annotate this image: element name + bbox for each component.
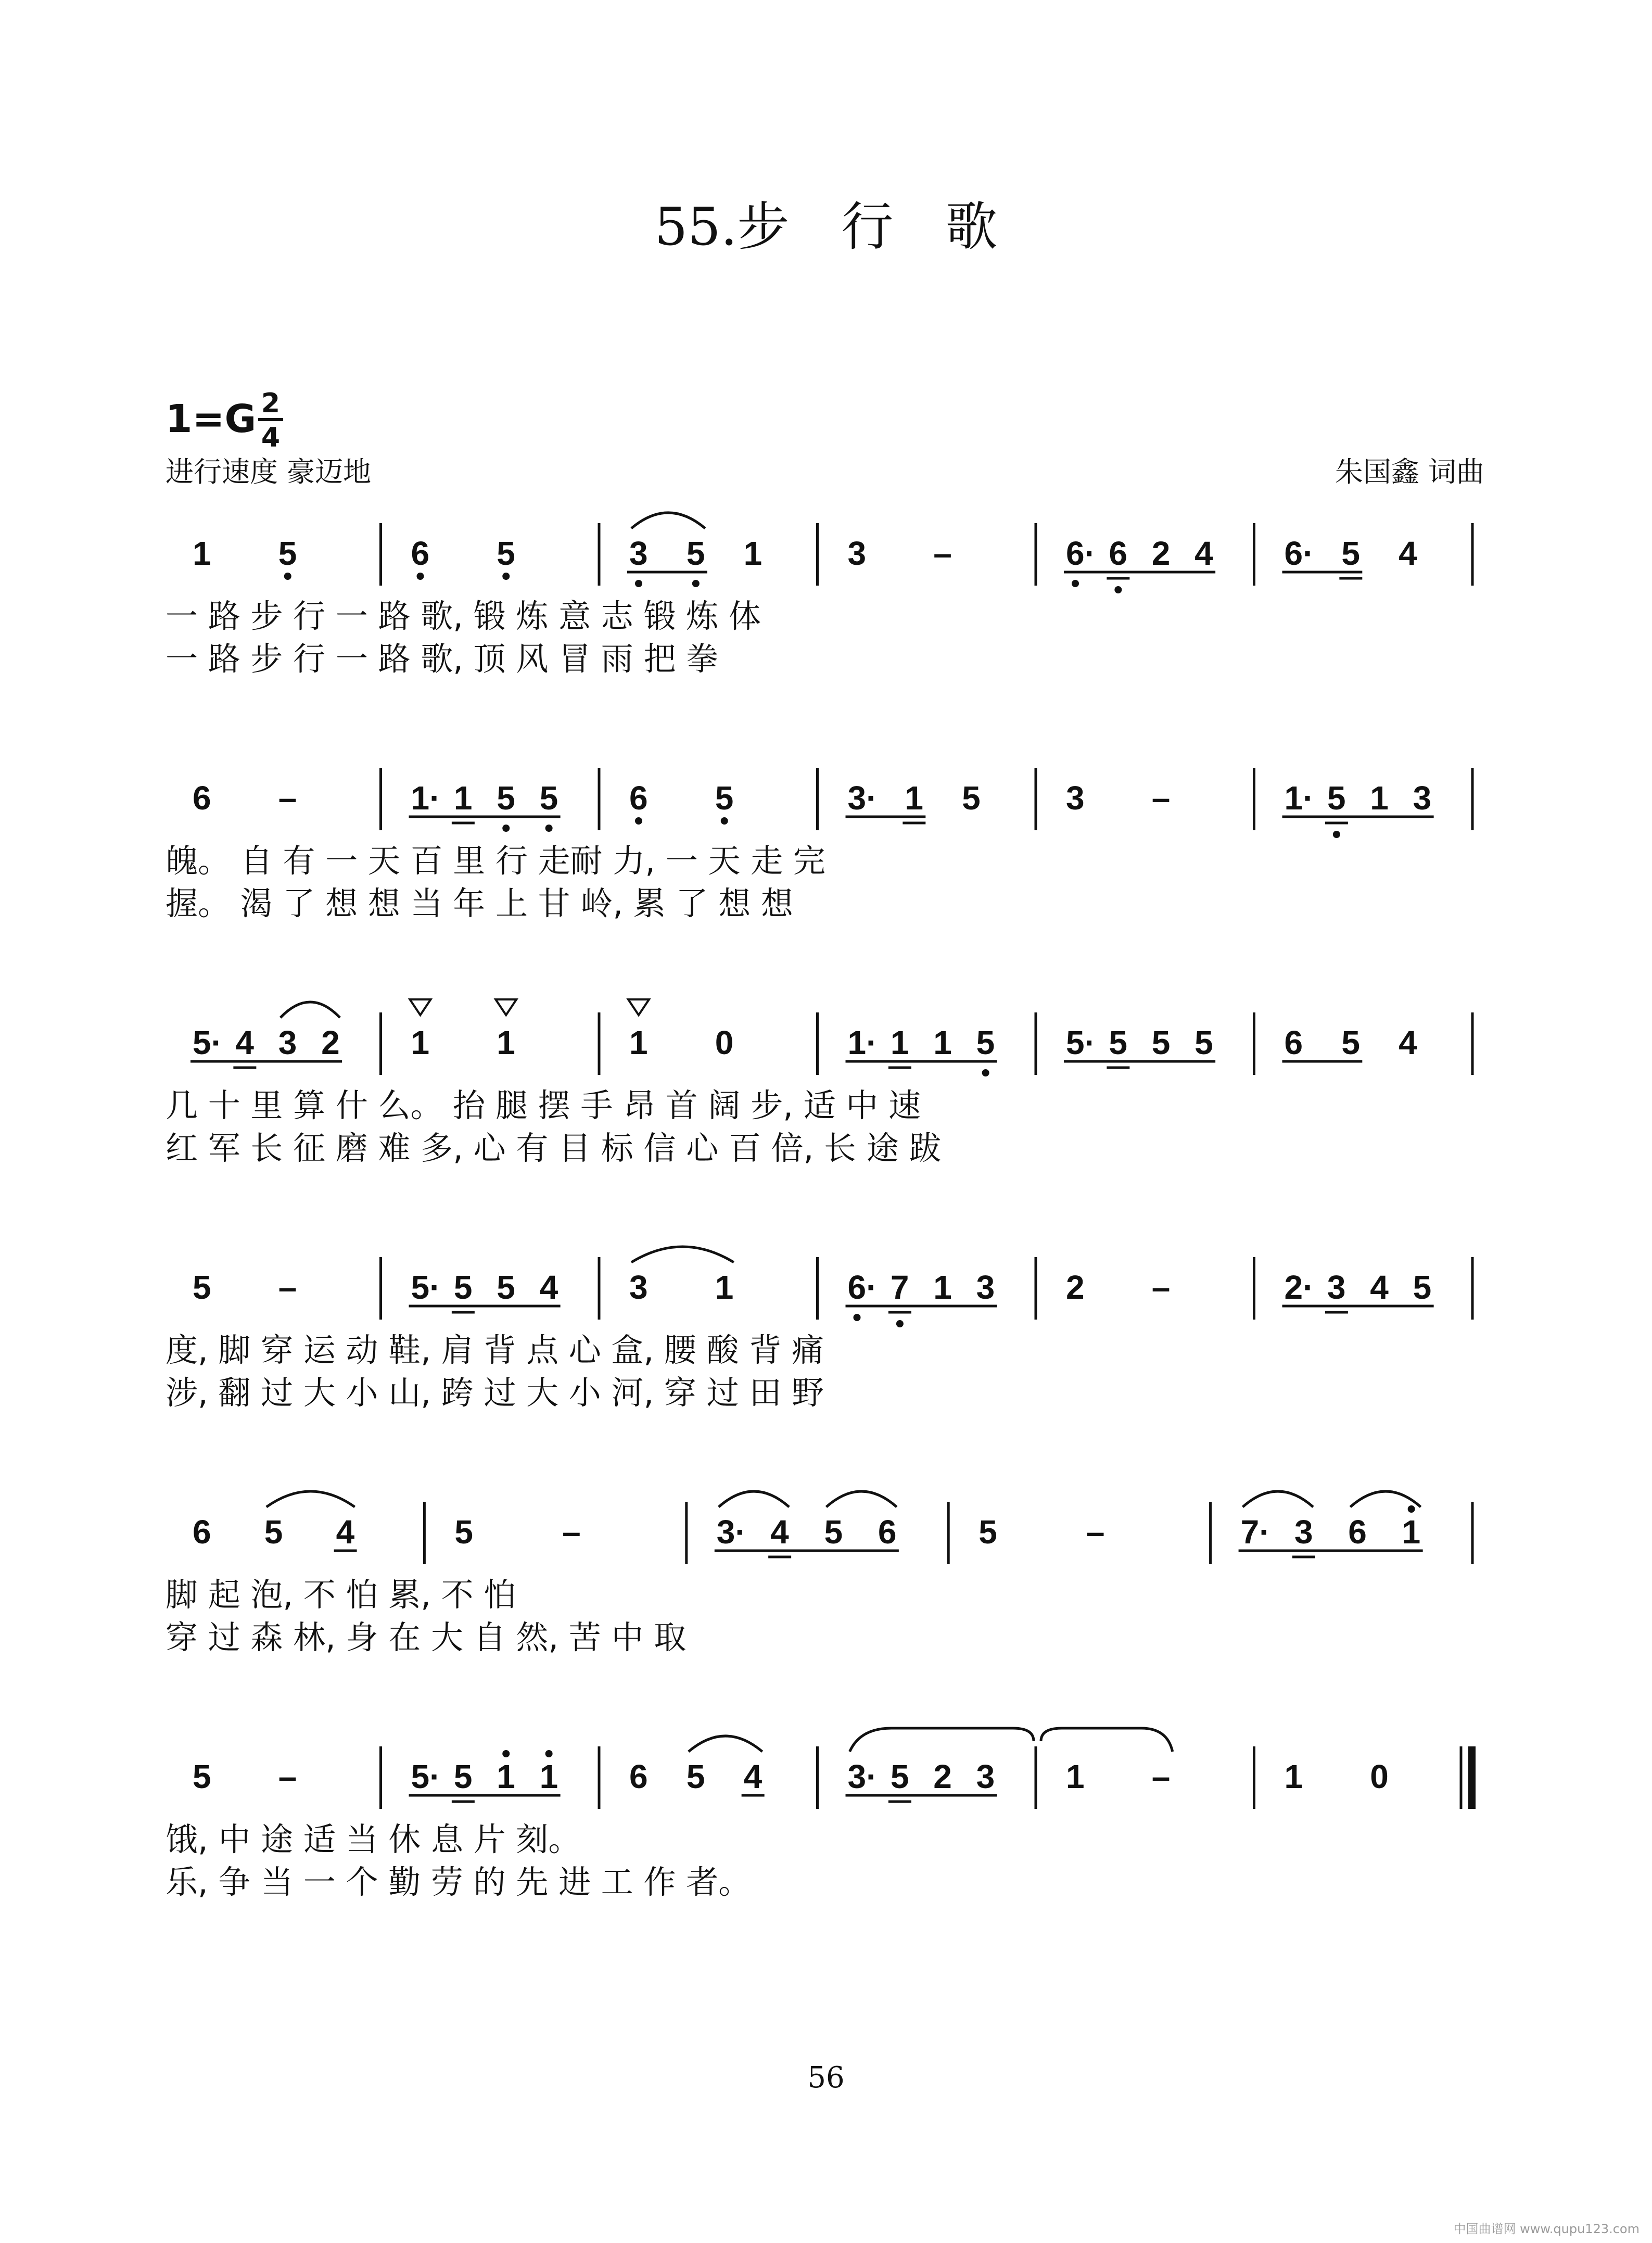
note: 6	[878, 1513, 897, 1551]
measure	[409, 1746, 600, 1809]
note: –	[562, 1513, 581, 1551]
low-octave-dot	[1072, 580, 1079, 587]
measure	[193, 523, 381, 586]
note: 6	[411, 535, 430, 572]
note: 4	[1194, 535, 1213, 572]
measure	[1282, 1012, 1473, 1075]
note: 0	[1370, 1758, 1389, 1795]
note: 1	[905, 779, 923, 817]
note: 5	[1341, 1024, 1360, 1061]
slur	[689, 1736, 763, 1752]
note: 5	[497, 535, 515, 572]
measure	[409, 1257, 600, 1320]
score-row	[166, 1728, 1476, 1901]
note: 3	[1066, 779, 1085, 817]
note: 3	[629, 535, 648, 572]
song-title: 55.步 行 歌	[654, 196, 998, 257]
note: 3	[278, 1024, 297, 1061]
note: 5	[264, 1513, 283, 1551]
note: 3	[1413, 779, 1432, 817]
slur	[1041, 1728, 1173, 1752]
note: 7	[890, 1269, 909, 1306]
lyric-line: 一 路 步 行 一 路 歌, 锻 炼 意 志 锻 炼 体	[166, 597, 761, 635]
measure	[715, 1491, 948, 1564]
measure	[979, 1502, 1210, 1564]
low-octave-dot	[982, 1069, 989, 1076]
measure	[410, 999, 600, 1075]
measure	[193, 1491, 424, 1564]
measure	[1066, 1257, 1254, 1320]
note: 4	[743, 1758, 763, 1795]
note: 2	[933, 1758, 952, 1795]
measure	[1282, 768, 1473, 838]
note: 3	[976, 1269, 995, 1306]
measure	[846, 768, 1036, 830]
note: 5	[193, 1758, 211, 1795]
note: 5	[976, 1024, 995, 1061]
high-octave-dot	[1408, 1505, 1415, 1513]
note: 5·	[1066, 1024, 1096, 1061]
note: 4	[1370, 1269, 1389, 1306]
note: 4	[336, 1513, 355, 1551]
low-octave-dot	[502, 825, 510, 832]
note: –	[1151, 779, 1171, 817]
note: 4	[770, 1513, 789, 1551]
note: 2	[321, 1024, 340, 1061]
low-octave-dot	[1333, 831, 1340, 838]
note: 5·	[193, 1024, 222, 1061]
measure	[629, 768, 818, 830]
note: 3·	[847, 1758, 878, 1795]
note: 0	[715, 1024, 734, 1061]
note: 5	[979, 1513, 997, 1551]
note: 6·	[1284, 535, 1314, 572]
note: 5	[278, 535, 297, 572]
note: 1	[411, 1024, 430, 1061]
note: 6	[193, 779, 211, 817]
score-row	[166, 999, 1472, 1167]
accent-mark	[410, 999, 431, 1015]
note: 5	[686, 535, 705, 572]
high-octave-dot	[545, 1750, 553, 1757]
score-row	[166, 1247, 1472, 1412]
note: 6	[1109, 535, 1127, 572]
note: 4	[1399, 1024, 1417, 1061]
lyric-line: 饿, 中 途 适 当 休 息 片 刻。	[166, 1820, 581, 1858]
measure	[629, 1736, 818, 1809]
note: 1·	[411, 779, 441, 817]
lyric-line: 穿 过 森 林, 身 在 大 自 然, 苦 中 取	[166, 1618, 687, 1656]
measure	[628, 999, 818, 1075]
note: 6	[193, 1513, 211, 1551]
note: 4	[539, 1269, 558, 1306]
measure	[190, 1002, 381, 1075]
final-barline-thick	[1468, 1746, 1476, 1809]
tempo-marking: 进行速度 豪迈地	[166, 455, 372, 488]
note: 3	[1294, 1513, 1313, 1551]
score	[166, 513, 1476, 1901]
measure	[846, 1728, 1036, 1809]
note: 3	[847, 535, 867, 572]
note: 6	[1348, 1513, 1367, 1551]
note: 6	[629, 779, 648, 817]
measure	[193, 1257, 381, 1320]
low-octave-dot	[284, 573, 291, 580]
note: 5	[1327, 779, 1346, 817]
note: 6·	[1066, 535, 1096, 572]
note: 1	[715, 1269, 734, 1306]
note: 1	[1402, 1513, 1421, 1551]
measure	[1064, 523, 1254, 593]
measure	[848, 523, 1036, 586]
slur	[719, 1491, 789, 1507]
note: –	[1151, 1758, 1171, 1795]
accent-mark	[495, 999, 516, 1015]
measure	[1282, 523, 1473, 586]
note: 5	[1413, 1269, 1432, 1306]
accent-mark	[628, 999, 649, 1015]
measure	[629, 1247, 818, 1320]
note: 1	[890, 1024, 909, 1061]
measure	[627, 513, 818, 587]
note: 1	[933, 1269, 952, 1306]
slur	[631, 1247, 734, 1262]
measure	[454, 1502, 686, 1564]
note: 2·	[1284, 1269, 1314, 1306]
measure	[193, 768, 381, 830]
measure	[1064, 1012, 1254, 1075]
note: 1	[497, 1024, 515, 1061]
score-row	[166, 1491, 1472, 1656]
slur	[1350, 1491, 1420, 1507]
measure	[193, 1746, 381, 1809]
note: 6·	[847, 1269, 878, 1306]
low-octave-dot	[502, 573, 510, 580]
slur	[631, 513, 705, 528]
note: 4	[235, 1024, 254, 1061]
lyric-line: 魄。 自 有 一 天 百 里 行 走耐 力, 一 天 走 完	[166, 842, 825, 880]
note: 2	[1151, 535, 1171, 572]
note: 3	[1327, 1269, 1346, 1306]
low-octave-dot	[1114, 586, 1122, 593]
note: 7·	[1240, 1513, 1270, 1551]
note: 1	[193, 535, 211, 572]
note: 5	[539, 779, 558, 817]
note: –	[278, 1758, 297, 1795]
note: 1	[1370, 779, 1389, 817]
note: 5	[454, 1513, 473, 1551]
note: –	[278, 1269, 297, 1306]
note: 1	[497, 1758, 515, 1795]
note: 3	[629, 1269, 648, 1306]
note: 1	[933, 1024, 952, 1061]
time-signature-top: 2	[261, 388, 281, 419]
note: 1	[453, 779, 473, 817]
note: 6	[629, 1758, 648, 1795]
note: 5	[453, 1269, 473, 1306]
lyric-line: 一 路 步 行 一 路 歌, 顶 风 冒 雨 把 拳	[166, 640, 719, 678]
note: 5	[890, 1758, 909, 1795]
note: 5	[1194, 1024, 1213, 1061]
note: 5	[686, 1758, 705, 1795]
slur	[827, 1491, 897, 1507]
note: 6	[1284, 1024, 1303, 1061]
measure	[1066, 768, 1254, 830]
note: 5	[453, 1758, 473, 1795]
note: 5	[1109, 1024, 1127, 1061]
low-octave-dot	[545, 825, 553, 832]
note: 1	[1066, 1758, 1085, 1795]
lyric-line: 涉, 翻 过 大 小 山, 跨 过 大 小 河, 穿 过 田 野	[166, 1374, 824, 1412]
note: 1	[1284, 1758, 1303, 1795]
note: 3·	[716, 1513, 746, 1551]
note: 5	[1341, 535, 1360, 572]
low-octave-dot	[635, 817, 642, 825]
note: 3·	[847, 779, 878, 817]
measure	[1282, 1257, 1473, 1320]
score-row	[166, 513, 1472, 678]
note: 5·	[411, 1758, 441, 1795]
measure	[846, 1257, 1036, 1327]
note: 5	[824, 1513, 843, 1551]
lyric-line: 乐, 争 当 一 个 勤 劳 的 先 进 工 作 者。	[166, 1863, 751, 1901]
note: 1	[629, 1024, 648, 1061]
measure	[1239, 1491, 1472, 1564]
composer-credit: 朱国鑫 词曲	[1335, 455, 1484, 488]
time-signature	[258, 388, 283, 453]
page-number: 56	[807, 2061, 845, 2095]
note: 4	[1399, 535, 1417, 572]
measure	[1285, 1746, 1476, 1809]
note: –	[1151, 1269, 1171, 1306]
lyric-line: 几 十 里 算 什 么。 抬 腿 摆 手 昂 首 阔 步, 适 中 速	[166, 1086, 921, 1124]
note: –	[278, 779, 297, 817]
note: 2	[1066, 1269, 1085, 1306]
lyric-line: 红 军 长 征 磨 难 多, 心 有 目 标 信 心 百 倍, 长 途 跋	[166, 1129, 942, 1167]
low-octave-dot	[896, 1320, 904, 1327]
note: 5	[497, 779, 515, 817]
measure	[409, 768, 600, 832]
note: 3	[976, 1758, 995, 1795]
slur	[266, 1491, 355, 1507]
note: 1	[539, 1758, 558, 1795]
note: 5	[962, 779, 981, 817]
note: 1·	[1284, 779, 1314, 817]
lyric-line: 脚 起 泡, 不 怕 累, 不 怕	[166, 1576, 516, 1614]
low-octave-dot	[635, 580, 642, 587]
low-octave-dot	[721, 817, 728, 825]
low-octave-dot	[417, 573, 424, 580]
note: 1	[743, 535, 763, 572]
lyric-line: 度, 脚 穿 运 动 鞋, 肩 背 点 心 盒, 腰 酸 背 痛	[166, 1331, 824, 1369]
site-watermark: 中国曲谱网 www.qupu123.com	[1453, 2222, 1640, 2236]
low-octave-dot	[692, 580, 700, 587]
note: 5	[1151, 1024, 1171, 1061]
key-signature: 1=G	[166, 397, 257, 441]
score-row	[166, 768, 1472, 922]
low-octave-dot	[854, 1314, 861, 1321]
slur	[281, 1002, 340, 1018]
lyric-line: 握。 渴 了 想 想 当 年 上 甘 岭, 累 了 想 想	[166, 884, 793, 922]
high-octave-dot	[502, 1750, 510, 1757]
note: 1·	[847, 1024, 878, 1061]
note: 5	[715, 779, 734, 817]
measure	[411, 523, 600, 586]
note: –	[1086, 1513, 1105, 1551]
measure	[1041, 1728, 1254, 1809]
note: 5	[193, 1269, 211, 1306]
measure	[846, 1012, 1036, 1076]
note: 5	[497, 1269, 515, 1306]
slur	[850, 1728, 1034, 1752]
time-signature-bottom: 4	[261, 422, 281, 453]
slur	[1243, 1491, 1313, 1507]
note: 5·	[411, 1269, 441, 1306]
note: –	[933, 535, 952, 572]
